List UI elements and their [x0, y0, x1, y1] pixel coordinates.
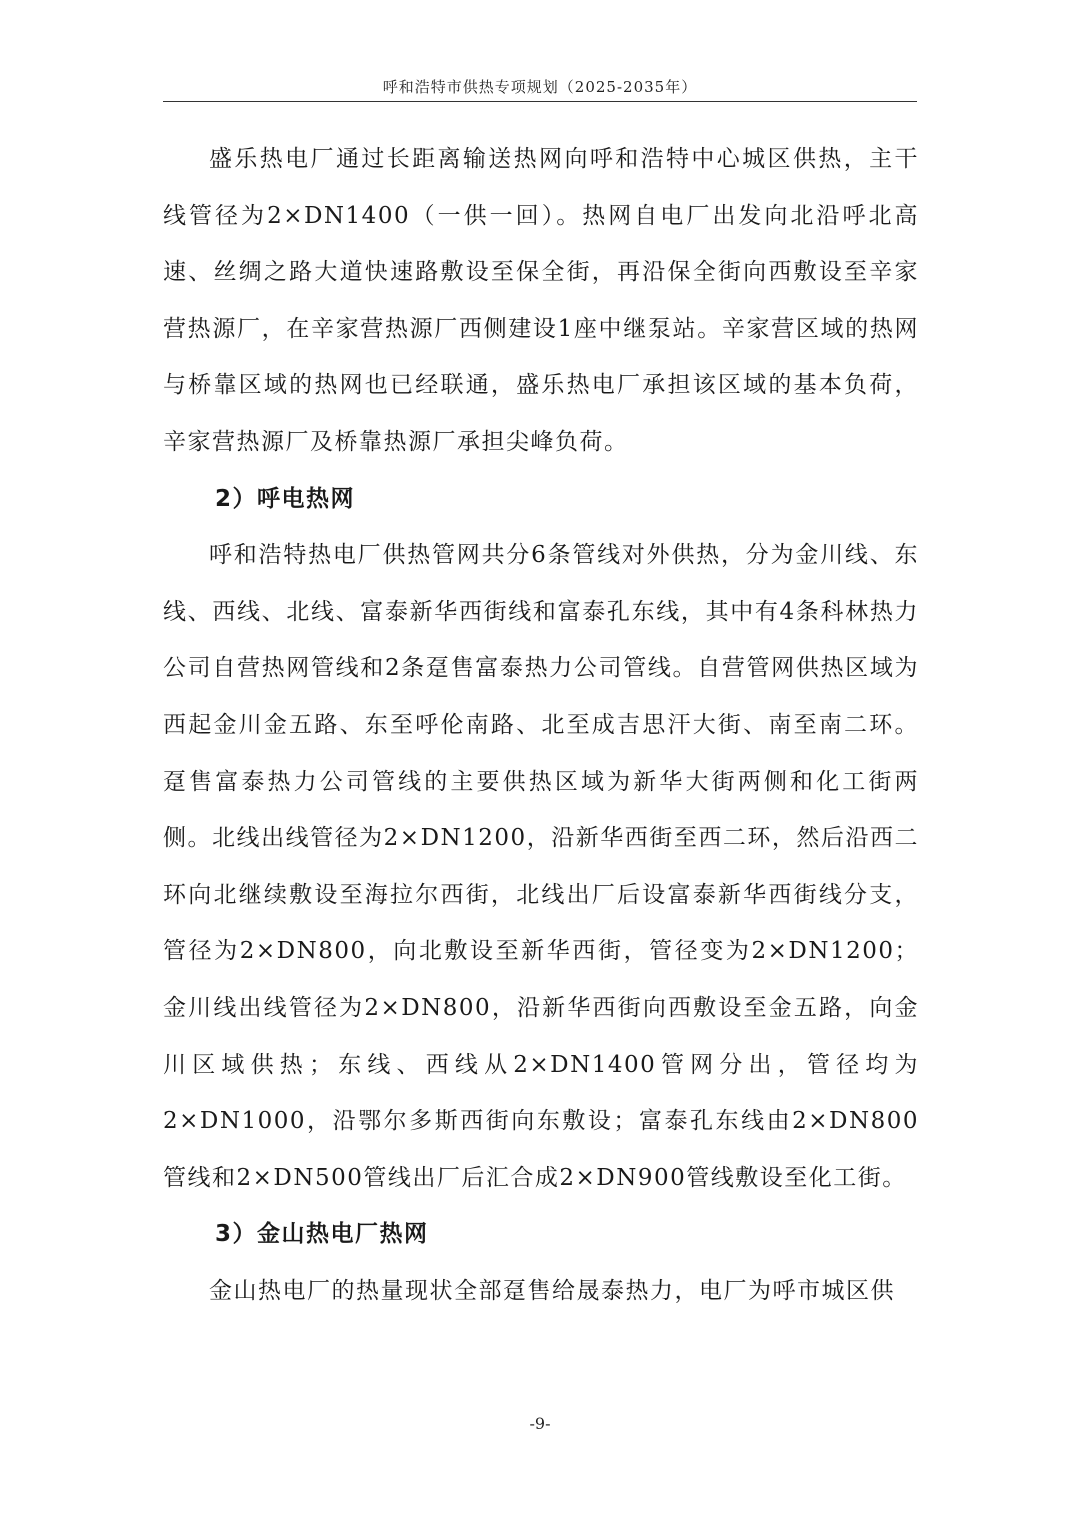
document-body: [163, 131, 919, 1319]
paragraph-hudian-heat-network: 呼和浩特热电厂供热管网共分6条管线对外供热，分为金川线、东线、西线、北线、富泰新华西街线和富泰孔东线，其中有4条科林热力公司自营热网管线和2条趸售富泰热力公司管线。自营管网供热区域为西起金川金五路、东至呼伦南路、北至成吉思汗大街、南至南二环。趸售富泰热力公司管线的主要供热区域为新华大街两侧和化工街两侧。北线出线管径为2×DN1200，沿新华西街至西二环，然后沿西二环向北继续敷设至海拉尔西街，北线出厂后设富泰新华西街线分支，管径为2×DN800，向北敷设至新华西街，管径变为2×DN1200；金川线出线管径为2×DN800，沿新华西街向西敷设至金五路，向金川区域供热；东线、西线从2×DN1400管网分出，管径均为2×DN1000，沿鄂尔多斯西街向东敷设；富泰孔东线由2×DN800管线和2×DN500管线出厂后汇合成2×DN900管线敷设至化工街。: [163, 542, 919, 1191]
paragraph-jinshan-heat-network: 金山热电厂的热量现状全部趸售给晟泰热力，电厂为呼市城区供: [209, 1277, 895, 1304]
section-heading-jinshan: 3）金山热电厂热网: [215, 1221, 429, 1248]
section-heading-hudian: 2）呼电热网: [215, 485, 356, 512]
paragraph-shengle-heat-network: 盛乐热电厂通过长距离输送热网向呼和浩特中心城区供热，主干线管径为2×DN1400（一供一回）。热网自电厂出发向北沿呼北高速、丝绸之路大道快速路敷设至保全街，再沿保全街向西敷设至辛家营热源厂，在辛家营热源厂西侧建设1座中继泵站。辛家营区域的热网与桥靠区域的热网也已经联通，盛乐热电厂承担该区域的基本负荷，辛家营热源厂及桥靠热源厂承担尖峰负荷。: [163, 146, 919, 455]
running-header: 呼和浩特市供热专项规划（2025-2035年）: [382, 78, 698, 96]
page-number: -9-: [529, 1414, 551, 1433]
header-divider: [163, 101, 917, 102]
